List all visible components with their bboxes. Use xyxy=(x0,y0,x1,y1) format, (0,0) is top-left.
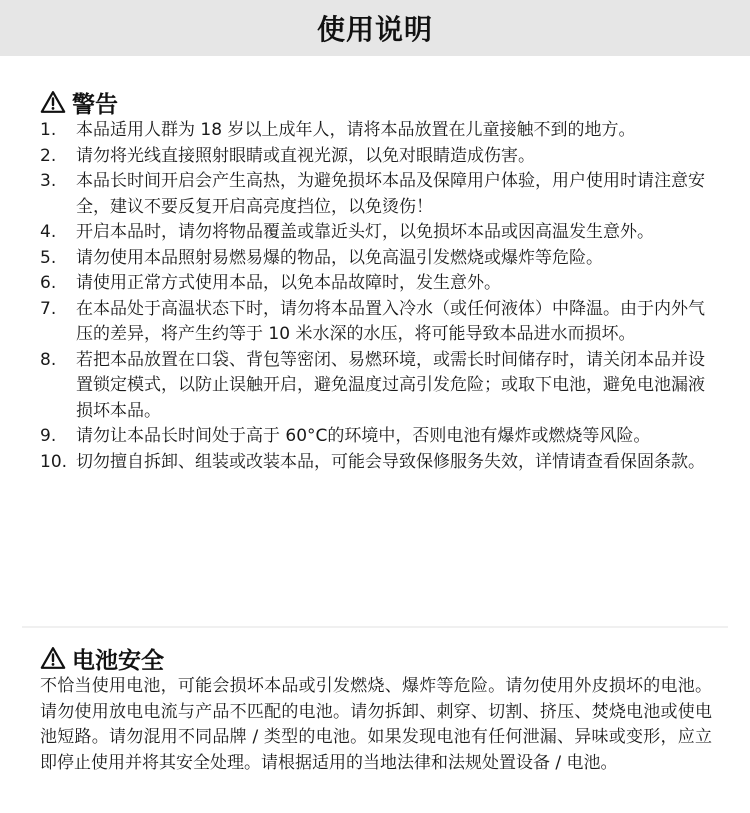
section-divider xyxy=(22,626,728,628)
warning-list xyxy=(40,118,712,475)
list-item: 9. 请勿让本品长时间处于高于 60°C的环境中，否则电池有爆炸或燃烧等风险。 xyxy=(40,426,651,446)
list-item: 3. 本品长时间开启会产生高热，为避免损坏本品及保障用户体验，用户使用时请注意安全，建议不要反复开启高亮度挡位，以免烫伤！ xyxy=(40,171,705,217)
battery-paragraph: 不恰当使用电池，可能会损坏本品或引发燃烧、爆炸等危险。请勿使用外皮损坏的电池。请勿使用放电电流与产品不匹配的电池。请勿拆卸、刺穿、切割、挤压、焚烧电池或使电池短路。请勿混用不同品牌 / 类型的电池。如果发现电池有任何泄漏、异味或变形，应立即停止使用并将其安全处理。请根据适用的当地法律和法规处置设备 / 电池。 xyxy=(40,676,712,773)
list-item: 1. 本品适用人群为 18 岁以上成年人，请将本品放置在儿童接触不到的地方。 xyxy=(40,120,636,140)
warning-heading xyxy=(40,86,712,118)
list-item: 4. 开启本品时，请勿将物品覆盖或靠近头灯，以免损坏本品或因高温发生意外。 xyxy=(40,222,654,242)
page-title: 使用说明 xyxy=(316,13,433,46)
battery-section xyxy=(40,642,712,776)
warning-title: 警告 xyxy=(72,91,118,118)
list-item: 10. 切勿擅自拆卸、组装或改装本品，可能会导致保修服务失效，详情请查看保固条款。 xyxy=(40,451,705,472)
warning-triangle-icon xyxy=(40,646,66,670)
list-item: 5. 请勿使用本品照射易燃易爆的物品，以免高温引发燃烧或爆炸等危险。 xyxy=(40,247,603,268)
battery-title: 电池安全 xyxy=(72,647,164,674)
list-item: 8. 若把本品放置在口袋、背包等密闭、易燃环境，或需长时间储存时，请关闭本品并设置锁定模式，以防止误触开启，避免温度过高引发危险；或取下电池，避免电池漏液损坏本品。 xyxy=(40,349,705,421)
battery-heading xyxy=(40,642,712,674)
page-header xyxy=(0,0,750,56)
warning-triangle-icon xyxy=(40,90,66,114)
list-item: 6. 请使用正常方式使用本品，以免本品故障时，发生意外。 xyxy=(40,273,501,293)
list-item: 2. 请勿将光线直接照射眼睛或直视光源，以免对眼睛造成伤害。 xyxy=(40,145,535,166)
list-item: 7. 在本品处于高温状态下时，请勿将本品置入冷水（或任何液体）中降温。由于内外气压的差异，将产生约等于 10 米水深的水压，将可能导致本品进水而损坏。 xyxy=(40,298,705,344)
warning-section xyxy=(40,86,712,475)
